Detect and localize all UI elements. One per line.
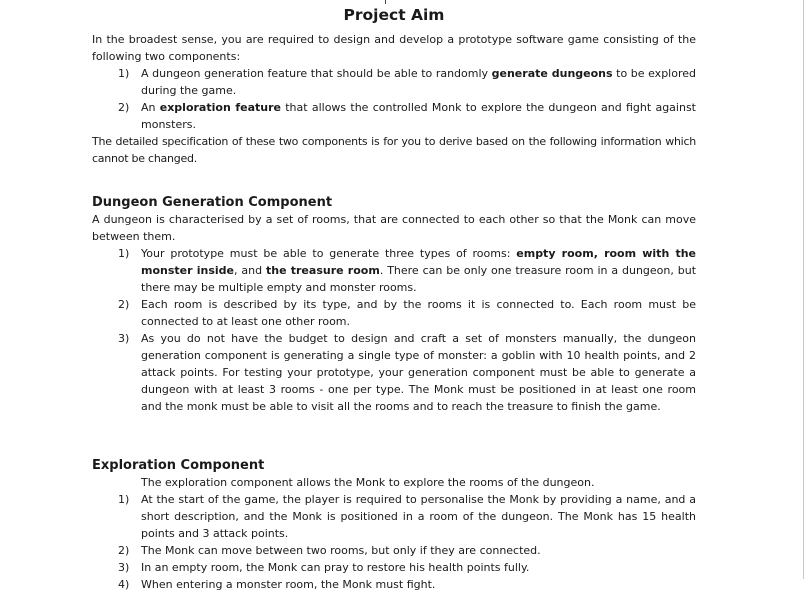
- item-text: Each room is described by its type, and by the rooms it is connected to. Each room must be connected to at least one other room.: [141, 298, 696, 328]
- list-number: 2): [118, 544, 130, 557]
- list-item: [92, 491, 696, 542]
- item-bold-text: generate dungeons: [491, 67, 613, 80]
- list-item: [92, 542, 696, 559]
- list-item: [92, 296, 696, 330]
- item-bold-text: empty room: [516, 247, 594, 260]
- components-list: [92, 65, 696, 133]
- list-number: 3): [118, 332, 130, 345]
- item-bold-text: the treasure room: [265, 264, 380, 277]
- list-number: 4): [118, 578, 130, 591]
- item-text: The Monk can move between two rooms, but only if they are connected.: [141, 544, 541, 557]
- item-text: An: [141, 101, 160, 114]
- item-text: that allows the controlled Monk to explore the dungeon and fight against monsters.: [141, 101, 696, 131]
- list-number: 2): [118, 298, 130, 311]
- list-number: 1): [118, 67, 130, 80]
- list-item: [92, 330, 696, 415]
- item-bold-text: room with the monster inside: [141, 247, 697, 277]
- dungeon-intro-paragraph: A dungeon is characterised by a set of rooms, that are connected to each other so that the Monk can move between them.: [92, 213, 696, 243]
- item-text: , and: [234, 264, 266, 277]
- item-bold-text: exploration feature: [159, 101, 281, 114]
- section-heading-dungeon: Dungeon Generation Component: [92, 195, 333, 210]
- item-text: At the start of the game, the player is required to personalise the Monk by providing a name, and a short description, and the Monk is positioned in a room of the dungeon. The Monk has 15 health points and 3 attack points.: [141, 493, 696, 540]
- list-number: 2): [118, 101, 130, 114]
- list-number: 1): [118, 247, 130, 260]
- item-bold-text: ,: [593, 247, 605, 260]
- exploration-intro-paragraph: The exploration component allows the Monk to explore the rooms of the dungeon.: [141, 476, 595, 489]
- intro-paragraph: In the broadest sense, you are required to design and develop a prototype software game consisting of the following two components:: [92, 33, 696, 63]
- item-text: When entering a monster room, the Monk must fight.: [141, 578, 436, 591]
- page-title: Project Aim: [343, 6, 445, 24]
- spec-note-paragraph: The detailed specification of these two components is for you to derive based on the following information which cannot be changed.: [92, 135, 696, 165]
- item-text: to be explored during the game.: [141, 67, 696, 97]
- item-text: Your prototype must be able to generate three types of rooms:: [141, 247, 517, 260]
- list-item: [92, 99, 696, 133]
- document-page: [92, 0, 696, 593]
- list-item: [92, 245, 696, 296]
- dungeon-list: [92, 245, 696, 415]
- section-heading-exploration: Exploration Component: [92, 458, 265, 473]
- list-item: [92, 559, 696, 576]
- list-number: 3): [118, 561, 130, 574]
- list-number: 1): [118, 493, 130, 506]
- item-text: . There can be only one treasure room in a dungeon, but there may be multiple empty and monster rooms.: [141, 264, 697, 294]
- item-text: As you do not have the budget to design and craft a set of monsters manually, the dungeon generation component is generating a single type of monster: a goblin with 10 health points, and 2 attack points. For testing your prototype, your generation component must be able to generate a dungeon with at least 3 rooms - one per type. The Monk must be positioned in at least one room and the monk must be able to visit all the rooms and to reach the treasure to finish the game.: [141, 332, 696, 413]
- item-text: In an empty room, the Monk can pray to restore his health points fully.: [141, 561, 530, 574]
- exploration-list: [92, 491, 696, 593]
- list-item: [92, 65, 696, 99]
- item-text: A dungeon generation feature that should be able to randomly: [141, 67, 492, 80]
